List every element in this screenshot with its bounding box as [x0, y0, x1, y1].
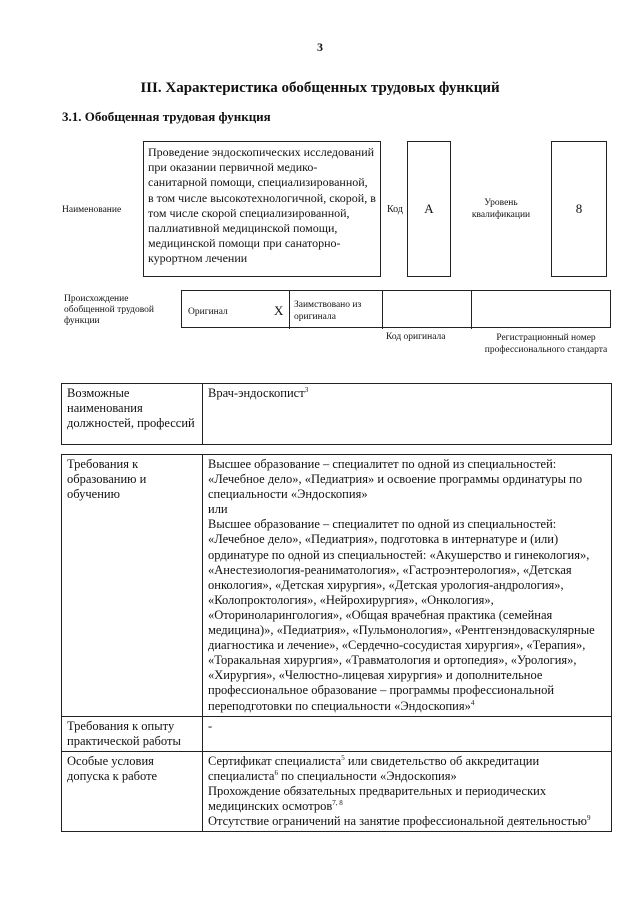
footnote-mark: 5 — [341, 753, 345, 762]
code-original-label: Код оригинала — [386, 332, 446, 342]
education-value-cell — [203, 455, 612, 717]
qualification-level-label: Уровень квалификации — [471, 198, 531, 220]
qualification-level-box — [551, 141, 607, 277]
borrowed-label: Заимствовано из оригинала — [294, 300, 362, 322]
origin-reg-number-cell — [472, 291, 612, 329]
table-row — [62, 384, 612, 445]
admission-label: Особые условия допуска к работе — [62, 751, 203, 831]
admission-para: Отсутствие ограничений на занятие профессиональной деятельностью$^9$ — [208, 813, 591, 828]
page-number: 3 — [317, 40, 323, 54]
origin-borrowed-cell — [290, 291, 383, 329]
experience-label: Требования к опыту практической работы — [62, 716, 203, 751]
footnote-mark: 9 — [587, 813, 591, 822]
admission-para: Прохождение обязательных предварительных и периодических медицинских осмотров$^{7, 8}$ — [208, 783, 547, 813]
education-para: или — [208, 502, 228, 517]
footnote-mark: 6 — [274, 768, 278, 777]
origin-table — [181, 290, 611, 328]
footnote-mark: 7, 8 — [332, 798, 343, 807]
origin-code-cell — [383, 291, 472, 329]
table-row — [62, 716, 612, 751]
origin-label: Происхождение обобщенной трудовой функции — [64, 294, 154, 326]
code-value: A — [424, 201, 434, 216]
reg-number-label: Регистрационный номер профессионального стандарта — [484, 333, 608, 355]
requirements-table — [61, 454, 612, 832]
education-para: Высшее образование – специалитет по одной из специальностей: «Лечебное дело», «Педиатрия» и освоение программы ординатуры по специальности «Эндоскопия» — [208, 457, 583, 502]
subsection-title: 3.1. Обобщенная трудовая функция — [62, 109, 271, 124]
name-label: Наименование — [62, 205, 122, 215]
qualification-level-value: 8 — [575, 201, 583, 216]
code-box — [407, 141, 451, 277]
original-label: Оригинал — [188, 307, 228, 317]
education-label: Требования к образованию и обучению — [62, 455, 203, 717]
code-label: Код — [387, 204, 403, 215]
table-row — [62, 751, 612, 831]
origin-original-cell — [182, 291, 290, 329]
admission-para: Сертификат специалиста$^5$ или свидетельство об аккредитации специалиста$^6$ по специальности «Эндоскопия» — [208, 753, 540, 783]
original-mark: X — [274, 303, 284, 318]
function-name-box — [143, 141, 381, 277]
positions-table — [61, 383, 612, 445]
footnote-mark: 4 — [470, 698, 475, 707]
section-title: III. Характеристика обобщенных трудовых функций — [140, 80, 500, 96]
admission-value-cell — [203, 751, 612, 831]
education-para: Высшее образование – специалитет по одной из специальностей: «Лечебное дело», «Педиатрия», подготовка в интернатуре и (или) ординатуре по одной из специальностей: «Акушерство и гинекология», «Анестезиология-реаниматология», «Гастроэнтерология», «Детская онкология», «Детская хирургия», «Детская урология-андрология», «Колопроктология», «Нейрохирургия», «Онкология», «Оториноларингология», «Общая врачебная практика (семейная медицина)», «Педиатрия», «Пульмонология», «Рентгенэндоваскулярные диагностика и лечение», «Сердечно-сосудистая хирургия», «Терапия», «Торакальная хирургия», «Травматология и ортопедия», «Урология», «Хирургия», «Челюстно-лицевая хирургия» и дополнительное профессиональное образование – программы профессиональной переподготовки по специальности «Эндоскопия»$^4$ — [208, 517, 595, 713]
positions-value: Врач-эндоскопист — [208, 386, 305, 400]
experience-value: - — [203, 716, 612, 751]
positions-label: Возможные наименования должностей, профессий — [62, 384, 203, 445]
positions-value-cell — [203, 384, 612, 445]
function-name-text: Проведение эндоскопических исследований при оказании первичной медико-санитарной помощи, специализированной, в том числе высокотехнологичной, скорой, в том числе скорой специализированной, паллиативной медицинской помощи, медицинской помощи при санаторно-курортном лечении — [148, 145, 376, 266]
table-row — [62, 455, 612, 717]
positions-footnote: 3 — [304, 385, 309, 394]
